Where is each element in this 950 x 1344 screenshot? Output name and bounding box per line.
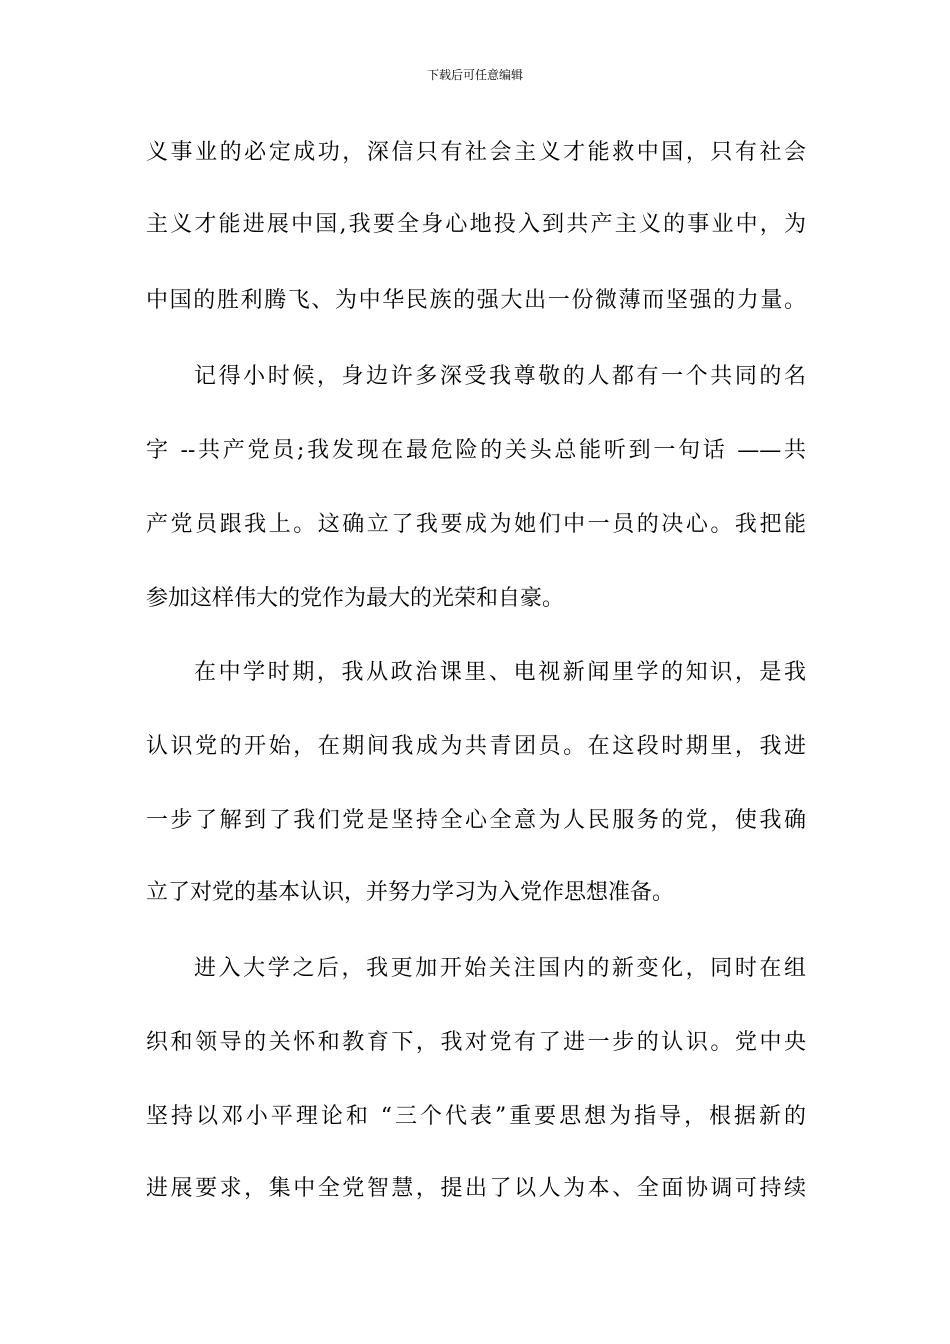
- text-line: 织和领导的关怀和教育下，我对党有了进一步的认识。党中央: [146, 1030, 806, 1055]
- page-header: 下载后可任意编辑: [426, 68, 523, 82]
- text-line: 义事业的必定成功，深信只有社会主义才能救中国，只有社会: [146, 140, 806, 165]
- text-line: 记得小时候，身边许多深受我尊敬的人都有一个共同的名: [194, 364, 806, 389]
- text-line: 一步了解到了我们党是坚持全心全意为人民服务的党，使我确: [146, 808, 806, 833]
- text-line: 进展要求，集中全党智慧，提出了以人为本、全面协调可持续: [146, 1176, 806, 1201]
- text-line: 坚持以邓小平理论和 “三个代表”重要思想为指导，根据新的: [146, 1104, 806, 1129]
- text-line: 在中学时期，我从政治课里、电视新闻里学的知识，是我: [194, 660, 806, 685]
- text-line: 参加这样伟大的党作为最大的光荣和自豪。: [146, 586, 565, 611]
- text-line: 认识党的开始，在期间我成为共青团员。在这段时期里，我进: [146, 734, 806, 759]
- text-line: 主义才能进展中国,我要全身心地投入到共产主义的事业中，为: [146, 212, 806, 237]
- text-line: 中国的胜利腾飞、为中华民族的强大出一份微薄而坚强的力量。: [146, 288, 806, 313]
- text-line: 立了对党的基本认识，并努力学习为入党作思想准备。: [146, 880, 675, 905]
- text-line: 字 --共产党员;我发现在最危险的关头总能听到一句话 ——共: [146, 438, 806, 463]
- text-line: 进入大学之后，我更加开始关注国内的新变化，同时在组: [194, 956, 806, 981]
- text-line: 产党员跟我上。这确立了我要成为她们中一员的决心。我把能: [146, 512, 806, 537]
